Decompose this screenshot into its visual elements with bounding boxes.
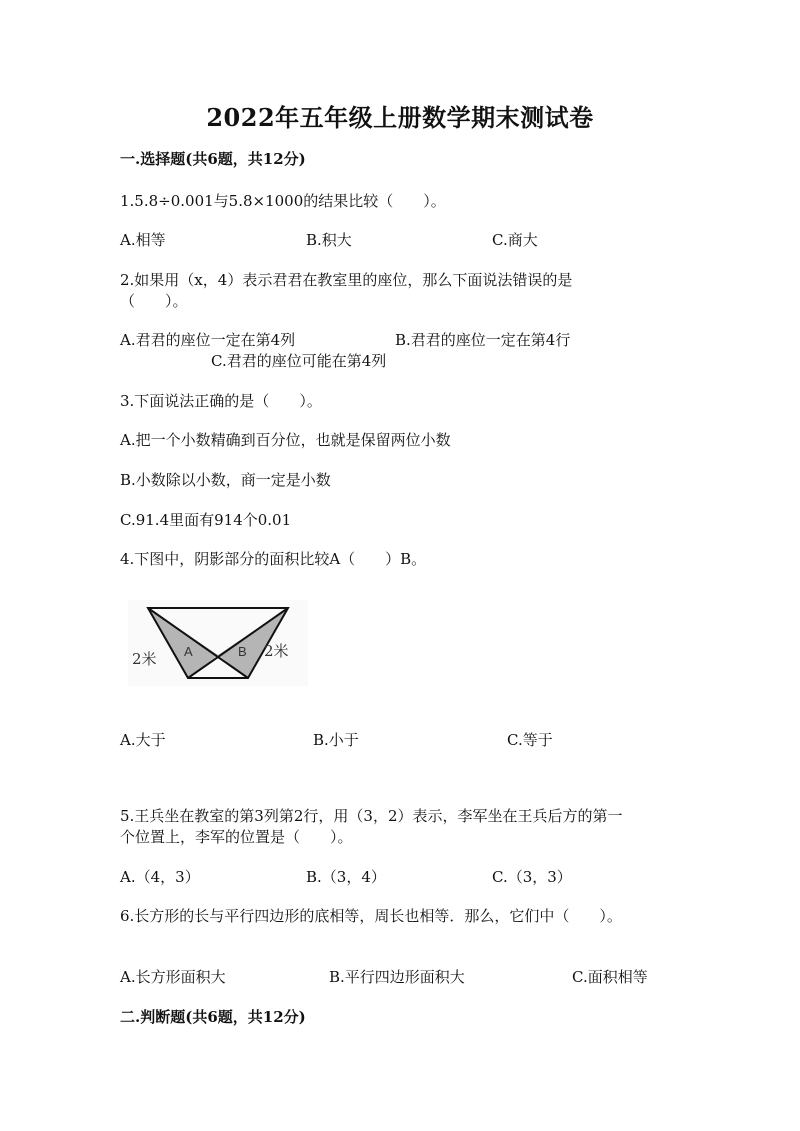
label-right-side: 2米 bbox=[264, 642, 289, 660]
question-5-option-c: C.（3，3） bbox=[492, 868, 572, 886]
question-3-option-b: B.小数除以小数，商一定是小数 bbox=[120, 471, 331, 489]
question-3-option-a: A.把一个小数精确到百分位，也就是保留两位小数 bbox=[120, 431, 451, 449]
question-2-option-a: A.君君的座位一定在第4列 bbox=[120, 331, 296, 349]
question-2-option-b: B.君君的座位一定在第4行 bbox=[395, 331, 571, 349]
page-title: 2022年五年级上册数学期末测试卷 bbox=[206, 103, 594, 132]
section-heading-judgment: 二.判断题(共6题，共12分) bbox=[120, 1008, 306, 1026]
question-3-option-c: C.91.4里面有914个0.01 bbox=[120, 511, 292, 529]
question-5-text-line1: 5.王兵坐在教室的第3列第2行，用（3，2）表示，李军坐在王兵后方的第一 bbox=[120, 807, 623, 825]
question-2-text-line2: （ ）。 bbox=[120, 292, 188, 310]
question-6-option-c: C.面积相等 bbox=[572, 968, 648, 986]
question-2-option-c: C.君君的座位可能在第4列 bbox=[211, 352, 387, 370]
question-6-text: 6.长方形的长与平行四边形的底相等，周长也相等．那么，它们中（ ）。 bbox=[120, 907, 622, 925]
label-left-side: 2米 bbox=[132, 650, 157, 668]
label-b: B bbox=[238, 644, 247, 659]
question-5-option-a: A.（4，3） bbox=[120, 868, 200, 886]
question-3-text: 3.下面说法正确的是（ ）。 bbox=[120, 392, 322, 410]
question-6-option-a: A.长方形面积大 bbox=[120, 968, 226, 986]
question-1-option-c: C.商大 bbox=[492, 231, 538, 249]
question-4-option-c: C.等于 bbox=[507, 731, 553, 749]
section-heading-choice: 一.选择题(共6题，共12分) bbox=[120, 150, 306, 168]
question-6-option-b: B.平行四边形面积大 bbox=[329, 968, 465, 986]
label-a: A bbox=[184, 644, 193, 659]
question-5-text-line2: 个位置上，李军的位置是（ ）。 bbox=[120, 828, 353, 846]
question-1-option-b: B.积大 bbox=[306, 231, 352, 249]
question-4-text: 4.下图中，阴影部分的面积比较A（ ）B。 bbox=[120, 550, 427, 568]
question-4-option-a: A.大于 bbox=[120, 731, 166, 749]
question-1-option-a: A.相等 bbox=[120, 231, 166, 249]
question-5-option-b: B.（3，4） bbox=[306, 868, 386, 886]
trapezoid-figure bbox=[128, 600, 308, 686]
question-4-option-b: B.小于 bbox=[313, 731, 359, 749]
question-2-text-line1: 2.如果用（x，4）表示君君在教室里的座位，那么下面说法错误的是 bbox=[120, 271, 573, 289]
question-1-text: 1.5.8÷0.001与5.8×1000的结果比较（ ）。 bbox=[120, 192, 446, 210]
